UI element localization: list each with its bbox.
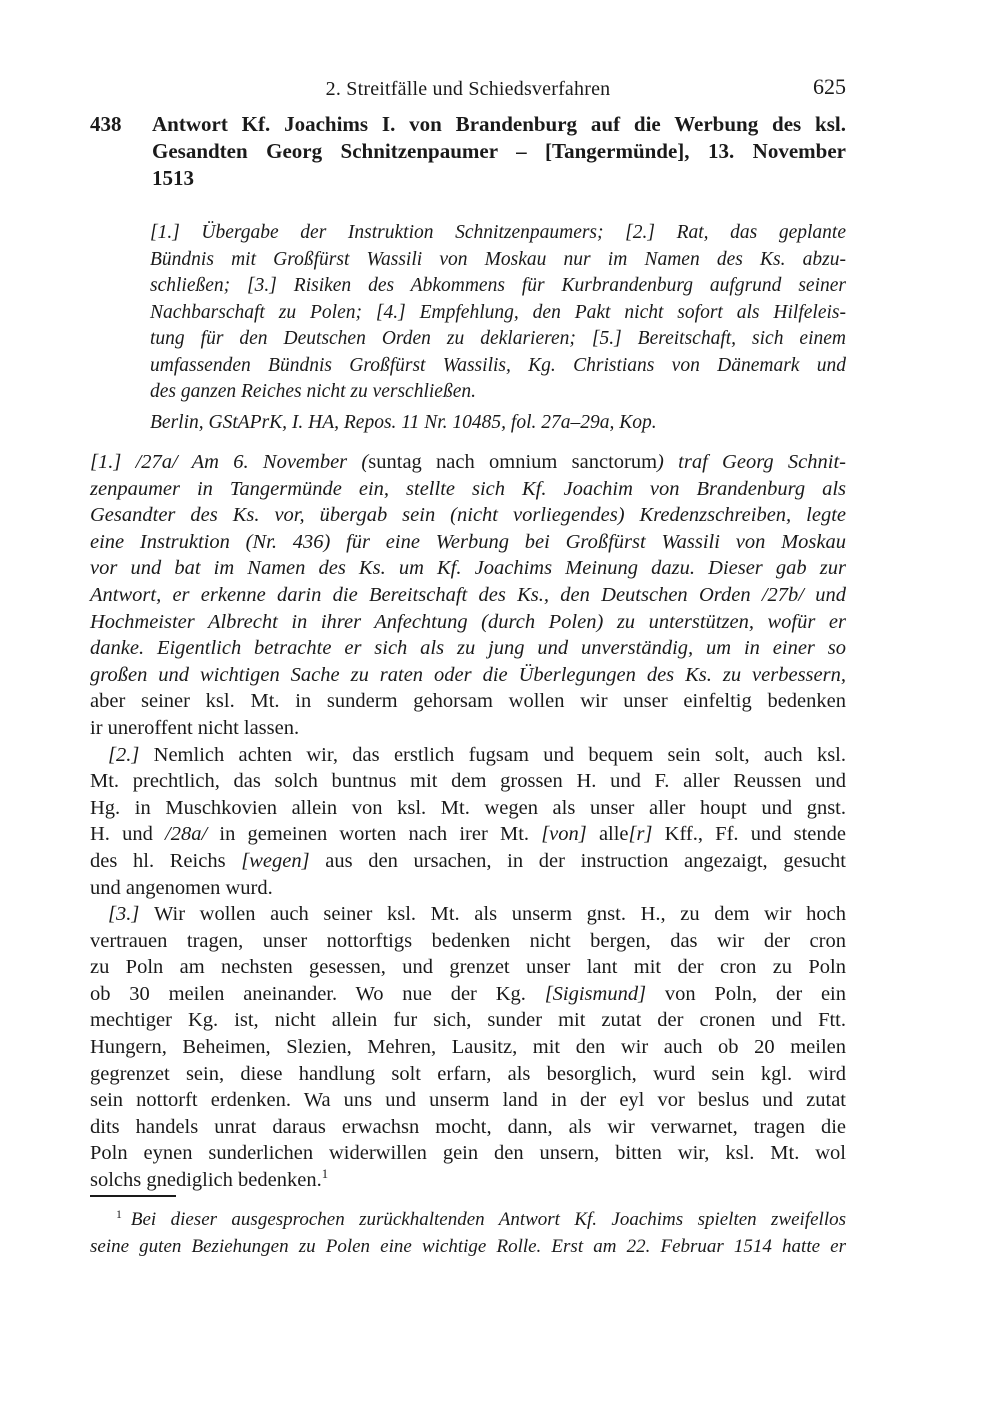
text-segment: ) traf Georg Schnit- xyxy=(657,451,847,473)
text-segment: [1.] Übergabe der Instruktion Schnitzenpaumers; [2.] Rat, das geplante xyxy=(150,222,846,243)
text-segment: seine guten Beziehungen zu Polen eine wichtige Rolle. Erst am 22. Februar 1514 hatte er xyxy=(90,1236,846,1257)
text-segment: zu Poln am nechsten gesessen, und grenzet unser lant mit der cron zu Poln xyxy=(90,956,846,979)
text-segment: mechtiger Kg. ist, nicht allein fur sich, sunder mit zutat der cronen und Ftt. xyxy=(90,1009,846,1032)
text-segment: H. und xyxy=(90,823,166,846)
text-segment: des ganzen Reiches nicht zu verschließen. xyxy=(150,381,476,402)
text-line xyxy=(90,875,846,902)
text-segment: Nemlich achten wir, das erstlich fugsam und bequem sein solt, auch ksl. xyxy=(153,743,846,766)
paragraph xyxy=(90,111,846,192)
text-line xyxy=(150,353,846,380)
text-line xyxy=(90,795,846,822)
text-line xyxy=(152,165,846,192)
footnote-separator xyxy=(90,1195,176,1197)
text-line xyxy=(150,300,846,327)
text-segment: Poln eynen sunderlichen widerwillen gein den unsern, bitten wir, ksl. Mt. wol xyxy=(90,1142,846,1165)
text-segment: Hochmeister Albrecht in ihrer Anfechtung (durch Polen) zu unterstützen, wofür er xyxy=(90,610,846,633)
text-line xyxy=(90,502,846,529)
text-segment: vertrauen tragen, unser nottorftigs bedenken nicht bergen, das wir der cron xyxy=(90,929,846,952)
footnote-area xyxy=(90,1195,846,1260)
text-segment: Antwort, er erkenne darin die Bereitschaft des Ks., den Deutschen Orden /27b/ und xyxy=(90,583,846,606)
text-segment: Bei dieser ausgesprochen zurückhaltenden Antwort Kf. Joachims spielten zweifellos xyxy=(130,1209,846,1230)
text-segment: Nachbarschaft zu Polen; [4.] Empfehlung, den Pakt nicht sofort als Hilfeleis- xyxy=(150,301,846,323)
text-line xyxy=(90,768,846,795)
text-line xyxy=(90,1034,846,1061)
text-segment: ob 30 meilen aneinander. Wo nue der Kg. xyxy=(90,982,545,1005)
text-segment: solchs gnediglich bedenken. xyxy=(90,1169,322,1192)
text-line xyxy=(90,928,846,955)
document-title xyxy=(90,111,846,192)
text-line xyxy=(90,742,846,769)
text-line xyxy=(90,662,846,689)
text-line xyxy=(90,715,846,742)
text-segment: eine Instruktion (Nr. 436) für eine Werbung bei Großfürst Wassili von Moskau xyxy=(90,530,846,553)
text-segment: suntag nach omnium sanctorum xyxy=(368,451,658,473)
text-segment: sein nottorft erdenken. Wa uns und unserm land in der eyl vor beslus und zutat xyxy=(90,1089,846,1112)
text-segment: [1.] /27a/ Am 6. November ( xyxy=(90,451,369,473)
paragraph xyxy=(90,742,846,902)
text-segment: ir uneroffent nicht lassen. xyxy=(90,716,300,739)
paragraph xyxy=(90,449,846,742)
summary-block xyxy=(150,220,846,436)
text-segment: Gesandten Georg Schnitzenpaumer – [Tangermünde], 13. November xyxy=(152,139,846,163)
text-segment: [2.] xyxy=(108,743,154,766)
text-segment: zenpaumer in Tangermünde ein, stellte sich Kf. Joachim von Brandenburg als xyxy=(90,477,846,500)
text-segment: Hungern, Beheimen, Slezien, Mehren, Lausitz, mit den wir auch ob 20 meilen xyxy=(90,1036,846,1059)
text-line xyxy=(90,635,846,662)
text-segment: [r] xyxy=(628,823,653,846)
text-line xyxy=(90,1206,846,1233)
text-segment: [3.] xyxy=(108,903,154,926)
archival-source: Berlin, GStAPrK, I. HA, Repos. 11 Nr. 10485, fol. 27a–29a, Kop. xyxy=(150,411,657,433)
text-segment: dits handels unrat daraus erwachsn mocht, dann, als wir verwarnet, tragen die xyxy=(90,1115,846,1138)
text-segment: großen und wichtigen Sache zu raten oder die Überlegungen des Ks. zu verbessern, xyxy=(90,663,846,686)
text-line xyxy=(90,954,846,981)
page-number: 625 xyxy=(813,74,846,99)
footnote-1 xyxy=(90,1206,846,1260)
text-line xyxy=(90,848,846,875)
footnote-reference: 1 xyxy=(116,1207,122,1221)
running-header xyxy=(90,74,846,106)
paragraph xyxy=(150,220,846,406)
text-line xyxy=(90,1087,846,1114)
text-segment: aber seiner ksl. Mt. in sunderm gehorsam wollen wir unser einfeltig bedenken xyxy=(90,690,846,713)
text-segment: danke. Eigentlich betrachte er sich als zu jung und unverständig, um in einer so xyxy=(90,637,846,660)
text-line xyxy=(90,582,846,609)
text-segment: Hg. in Muschkovien allein von ksl. Mt. wegen als unser aller houpt und gnst. xyxy=(90,796,846,819)
text-line xyxy=(90,1007,846,1034)
text-line xyxy=(90,1167,846,1194)
document-heading xyxy=(90,111,846,192)
text-line xyxy=(90,688,846,715)
text-line xyxy=(90,1114,846,1141)
text-segment: Mt. prechtlich, das solch buntnus mit dem grossen H. und F. aller Reussen und xyxy=(90,770,846,793)
text-line xyxy=(90,901,846,928)
text-line xyxy=(90,555,846,582)
text-line xyxy=(90,476,846,503)
document-body xyxy=(90,449,846,1194)
text-segment: 1513 xyxy=(152,166,194,190)
text-segment: /28a/ xyxy=(165,823,208,846)
text-segment: vor und bat im Namen des Ks. um Kf. Joachims Meinung dazu. Dieser gab zur xyxy=(90,557,846,580)
text-segment: gegrenzet sein, diese handlung solt erfarn, als besorglich, wurd sein kgl. wird xyxy=(90,1062,846,1085)
text-line xyxy=(90,1140,846,1167)
text-segment: Antwort Kf. Joachims I. von Brandenburg auf die Werbung des ksl. xyxy=(152,112,846,136)
text-segment: Bündnis mit Großfürst Wassili von Moskau nur im Namen des Ks. abzu- xyxy=(150,248,846,270)
text-segment: des hl. Reichs xyxy=(90,849,242,872)
paragraph xyxy=(90,1206,846,1260)
text-line xyxy=(150,326,846,353)
text-segment: schließen; [3.] Risiken des Abkommens für Kurbrandenburg aufgrund seiner xyxy=(150,275,846,296)
text-line xyxy=(90,981,846,1008)
text-segment: in gemeinen worten nach irer Mt. xyxy=(207,823,542,846)
text-segment: von Poln, der ein xyxy=(646,982,846,1005)
text-segment: Kff., Ff. und stende xyxy=(652,823,847,846)
text-segment: Gesandter des Ks. vor, übergab sein (nicht vorliegendes) Kredenzschreiben, legte xyxy=(90,504,846,527)
text-line xyxy=(152,111,846,138)
text-segment: [wegen] xyxy=(241,849,310,872)
text-segment: Wir wollen auch seiner ksl. Mt. als unserm gnst. H., zu dem wir hoch xyxy=(153,903,846,926)
footnote-reference: 1 xyxy=(321,1167,329,1182)
text-line xyxy=(150,379,846,406)
text-line xyxy=(90,609,846,636)
paragraph xyxy=(90,901,846,1194)
text-segment: tung für den Deutschen Orden zu deklarieren; [5.] Bereitschaft, sich einem xyxy=(150,328,846,349)
text-line xyxy=(90,1061,846,1088)
text-segment: [Sigismund] xyxy=(544,982,647,1005)
text-line xyxy=(90,529,846,556)
text-line xyxy=(150,273,846,300)
text-line xyxy=(90,1233,846,1260)
text-line xyxy=(90,449,846,476)
text-segment: alle xyxy=(586,823,629,846)
summary-text xyxy=(150,220,846,406)
text-line xyxy=(152,138,846,165)
text-segment: [von] xyxy=(541,823,587,846)
text-segment: umfassenden Bündnis Großfürst Wassilis, Kg. Christians von Dänemark und xyxy=(150,354,846,376)
text-line xyxy=(150,247,846,274)
running-header-title: 2. Streitfälle und Schiedsverfahren xyxy=(325,78,611,100)
text-line xyxy=(90,821,846,848)
document-number: 438 xyxy=(90,112,122,136)
text-segment: aus den ursachen, in der instruction angezaigt, gesucht xyxy=(309,849,846,872)
text-line xyxy=(150,220,846,247)
text-segment: und angenomen wurd. xyxy=(90,876,273,899)
